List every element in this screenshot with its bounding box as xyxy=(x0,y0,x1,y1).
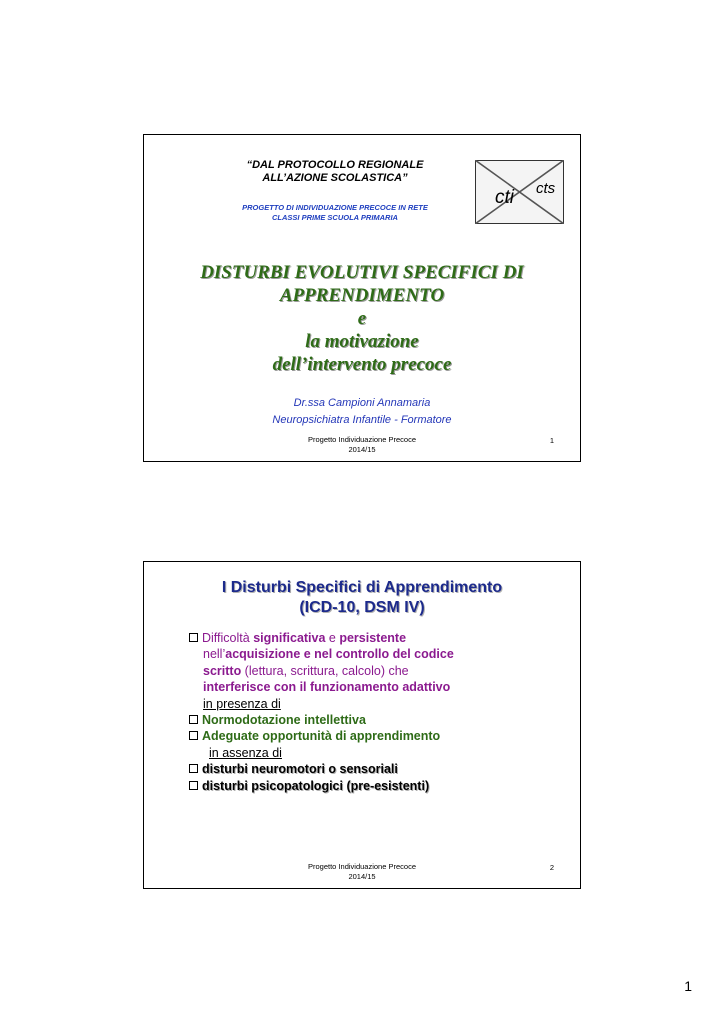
checkbox-bullet-icon xyxy=(189,764,198,773)
slide2-title-line-2: (ICD-10, DSM IV) xyxy=(299,599,425,616)
bullet-difficolta-line-4: interferisce con il funzionamento adattivo xyxy=(203,680,451,695)
title-line-3: e xyxy=(357,308,367,329)
project-line-1: PROGETTO DI INDIVIDUAZIONE PRECOCE IN RETE xyxy=(242,203,428,212)
slide2-content xyxy=(189,630,569,794)
sheet-page-number: 1 xyxy=(684,978,692,994)
footer-line-2: 2014/15 xyxy=(348,445,376,454)
bullet-neuromotori: disturbi neuromotori o sensoriali xyxy=(189,761,569,777)
title-line-1: DISTURBI EVOLUTIVI SPECIFICI DI xyxy=(200,262,524,283)
presence-label: in presenza di xyxy=(203,696,281,711)
author-name: Dr.ssa Campioni Annamaria xyxy=(293,397,431,409)
bullet-difficolta: Difficoltà significativa e persistente xyxy=(189,630,569,646)
footer-line-2: 2014/15 xyxy=(348,872,376,881)
slide1-project xyxy=(200,203,470,223)
author-role: Neuropsichiatra Infantile - Formatore xyxy=(272,414,452,426)
slide2-footer xyxy=(144,862,580,882)
header-line-1: “DAL PROTOCOLLO REGIONALE xyxy=(246,159,424,171)
slide1-author xyxy=(144,395,580,429)
logo-cts-text: cts xyxy=(536,180,556,197)
slide1-title xyxy=(144,261,580,376)
footer-line-1: Progetto Individuazione Precoce xyxy=(308,435,416,444)
title-line-4: la motivazione xyxy=(305,331,419,352)
footer-line-1: Progetto Individuazione Precoce xyxy=(308,862,416,871)
header-line-2: ALL’AZIONE SCOLASTICA” xyxy=(262,172,408,184)
checkbox-bullet-icon xyxy=(189,633,198,642)
checkbox-bullet-icon xyxy=(189,715,198,724)
bullet-difficolta-line-3: scritto (lettura, scrittura, calcolo) che xyxy=(203,663,409,678)
logo-cti-text: cti xyxy=(495,187,514,208)
title-line-5: dell’intervento precoce xyxy=(272,354,452,375)
slide1-header xyxy=(200,159,470,185)
bullet-difficolta-line-2: nell’acquisizione e nel controllo del codice xyxy=(203,647,454,662)
cti-cts-logo xyxy=(475,160,564,224)
checkbox-bullet-icon xyxy=(189,781,198,790)
slide-1 xyxy=(143,134,581,462)
bullet-normodotazione: Normodotazione intellettiva xyxy=(189,712,569,728)
bullet-opportunita: Adeguate opportunità di apprendimento xyxy=(189,728,569,744)
slide1-number: 1 xyxy=(549,436,554,445)
slide2-title-line-1: I Disturbi Specifici di Apprendimento xyxy=(221,579,503,596)
slide1-footer xyxy=(144,435,580,455)
project-line-2: CLASSI PRIME SCUOLA PRIMARIA xyxy=(272,213,398,222)
title-line-2: APPRENDIMENTO xyxy=(279,285,445,306)
absence-label: in assenza di xyxy=(209,745,282,760)
checkbox-bullet-icon xyxy=(189,731,198,740)
bullet-psicopatologici: disturbi psicopatologici (pre-esistenti) xyxy=(189,778,569,794)
slide2-number: 2 xyxy=(549,863,554,872)
slide-2 xyxy=(143,561,581,889)
slide2-title xyxy=(144,578,580,618)
